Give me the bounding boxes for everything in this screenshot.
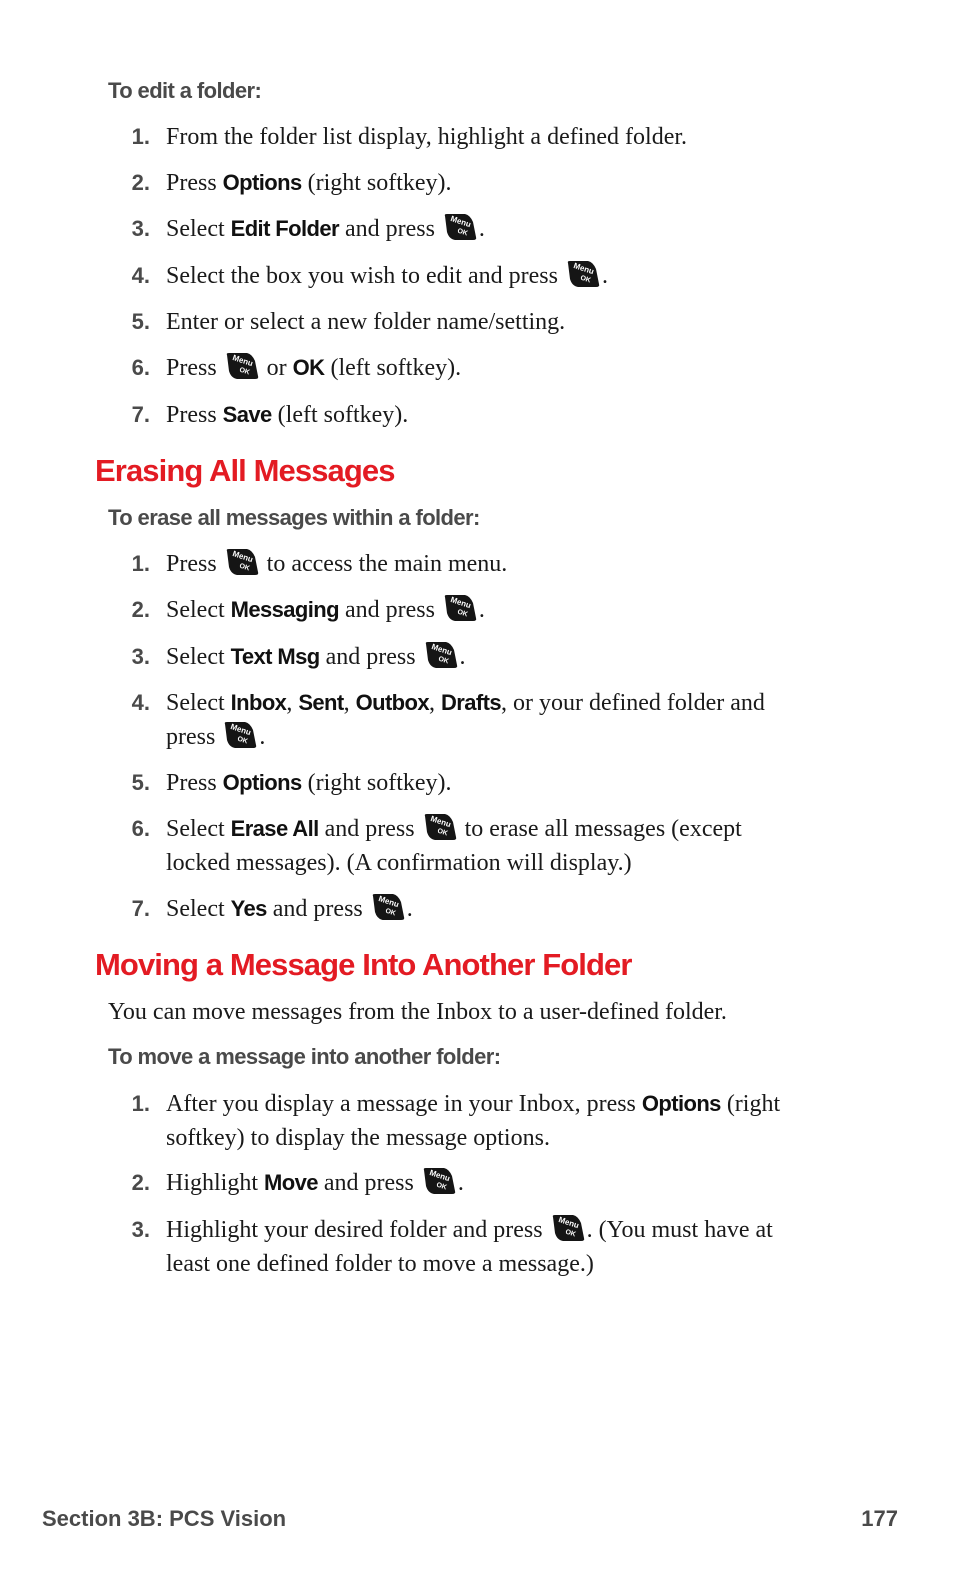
keyword-options: Options — [222, 170, 302, 195]
step-text: Select Messaging and press Menu OK . — [166, 595, 485, 623]
moving-message-heading: Moving a Message Into Another Folder — [95, 947, 632, 982]
svg-text:OK: OK — [236, 735, 249, 746]
step-text: Select Text Msg and press Menu OK . — [166, 642, 466, 670]
step-number: 1. — [131, 124, 150, 149]
svg-text:OK: OK — [435, 827, 449, 838]
menu-ok-key-icon — [443, 594, 477, 622]
menu-ok-key-icon — [566, 260, 600, 288]
step-text: Press Menu OK to access the main menu. — [166, 549, 508, 577]
step-number: 7. — [131, 402, 150, 427]
step-text: Select Edit Folder and press Menu OK . — [166, 214, 485, 242]
step-text: Highlight Move and press Menu OK . — [166, 1168, 464, 1196]
step-text: Press Options (right softkey). — [166, 770, 452, 796]
svg-text:Menu: Menu — [428, 1168, 451, 1184]
step-text: Select Erase All and press Menu OK to erase all messages (except locked messages). (A confirmation will display.) — [166, 814, 742, 876]
menu-ok-key-icon — [424, 641, 458, 669]
step-text: Press Menu OK or OK (left softkey). — [166, 353, 462, 381]
step-text: Highlight your desired folder and press Menu OK . (You must have at least one defined folder to move a message.) — [166, 1215, 773, 1277]
keyword-edit-folder: Edit Folder — [230, 216, 339, 241]
footer-page-number: 177 — [861, 1506, 898, 1531]
svg-text:Menu: Menu — [572, 261, 596, 277]
step-number: 1. — [131, 1091, 150, 1116]
svg-text:OK: OK — [579, 274, 592, 285]
erase-subheading: To erase all messages within a folder: — [108, 505, 480, 530]
svg-text:Menu: Menu — [557, 1215, 580, 1231]
keyword-messaging: Messaging — [230, 597, 339, 622]
step-number: 2. — [131, 597, 150, 622]
keyword-ok: OK — [292, 355, 325, 380]
svg-text:OK: OK — [238, 366, 251, 377]
svg-text:Menu: Menu — [449, 595, 473, 611]
step-number: 2. — [131, 170, 150, 195]
keyword-outbox: Outbox — [355, 690, 429, 715]
footer-section-title: Section 3B: PCS Vision — [42, 1506, 287, 1531]
svg-text:Menu: Menu — [229, 722, 253, 738]
menu-ok-key-icon — [423, 813, 457, 841]
svg-text:Menu: Menu — [429, 814, 452, 830]
keyword-sent: Sent — [298, 690, 344, 715]
step-text: Select the box you wish to edit and press Menu OK . — [166, 261, 608, 289]
move-subheading: To move a message into another folder: — [108, 1044, 501, 1069]
menu-ok-key-icon — [371, 893, 405, 921]
step-text: Press Options (right softkey). — [166, 170, 452, 196]
menu-ok-key-icon — [225, 352, 259, 380]
step-text: From the folder list display, highlight a defined folder. — [166, 124, 688, 150]
step-number: 3. — [131, 216, 150, 241]
svg-text:Menu: Menu — [449, 214, 473, 230]
svg-text:OK: OK — [456, 608, 469, 619]
menu-ok-key-icon — [422, 1167, 456, 1195]
svg-text:OK: OK — [436, 655, 450, 666]
keyword-yes: Yes — [230, 896, 267, 921]
step-text: Select Yes and press Menu OK . — [166, 894, 413, 922]
svg-text:Menu: Menu — [231, 549, 254, 565]
move-intro-paragraph: You can move messages from the Inbox to a user-defined folder. — [108, 999, 727, 1025]
step-number: 7. — [131, 896, 150, 921]
menu-ok-key-icon — [225, 548, 259, 576]
step-number: 2. — [131, 1170, 150, 1195]
svg-text:Menu: Menu — [231, 353, 254, 369]
step-number: 5. — [131, 309, 150, 334]
svg-text:Menu: Menu — [377, 894, 400, 910]
step-text: Enter or select a new folder name/setting. — [166, 309, 566, 335]
svg-text:OK: OK — [238, 562, 251, 573]
keyword-drafts: Drafts — [440, 690, 501, 715]
erasing-all-messages-heading: Erasing All Messages — [95, 453, 395, 488]
svg-text:OK: OK — [563, 1228, 577, 1239]
keyword-text-msg: Text Msg — [230, 644, 320, 669]
step-text: After you display a message in your Inbox, press Options (right softkey) to display the message options. — [166, 1091, 781, 1151]
menu-ok-key-icon — [551, 1214, 585, 1242]
svg-text:OK: OK — [456, 227, 469, 238]
svg-text:OK: OK — [384, 907, 397, 918]
step-number: 1. — [131, 551, 150, 576]
menu-ok-key-icon — [223, 721, 257, 749]
svg-text:Menu: Menu — [429, 642, 453, 658]
step-text: Press Save (left softkey). — [166, 402, 409, 428]
keyword-move: Move — [264, 1170, 318, 1195]
step-text: Select Inbox, Sent, Outbox, Drafts, or your defined folder and press Menu OK . — [166, 690, 765, 750]
step-number: 3. — [131, 644, 150, 669]
keyword-erase-all: Erase All — [230, 816, 319, 841]
step-number: 3. — [131, 1217, 150, 1242]
edit-folder-subheading: To edit a folder: — [108, 78, 262, 103]
keyword-inbox: Inbox — [230, 690, 287, 715]
keyword-save: Save — [222, 402, 272, 427]
menu-ok-key-icon — [443, 213, 477, 241]
step-number: 4. — [131, 690, 150, 715]
step-number: 4. — [131, 263, 150, 288]
keyword-options: Options — [641, 1091, 721, 1116]
svg-text:OK: OK — [435, 1181, 448, 1192]
step-number: 5. — [131, 770, 150, 795]
step-number: 6. — [131, 816, 150, 841]
keyword-options: Options — [222, 770, 302, 795]
step-number: 6. — [131, 355, 150, 380]
